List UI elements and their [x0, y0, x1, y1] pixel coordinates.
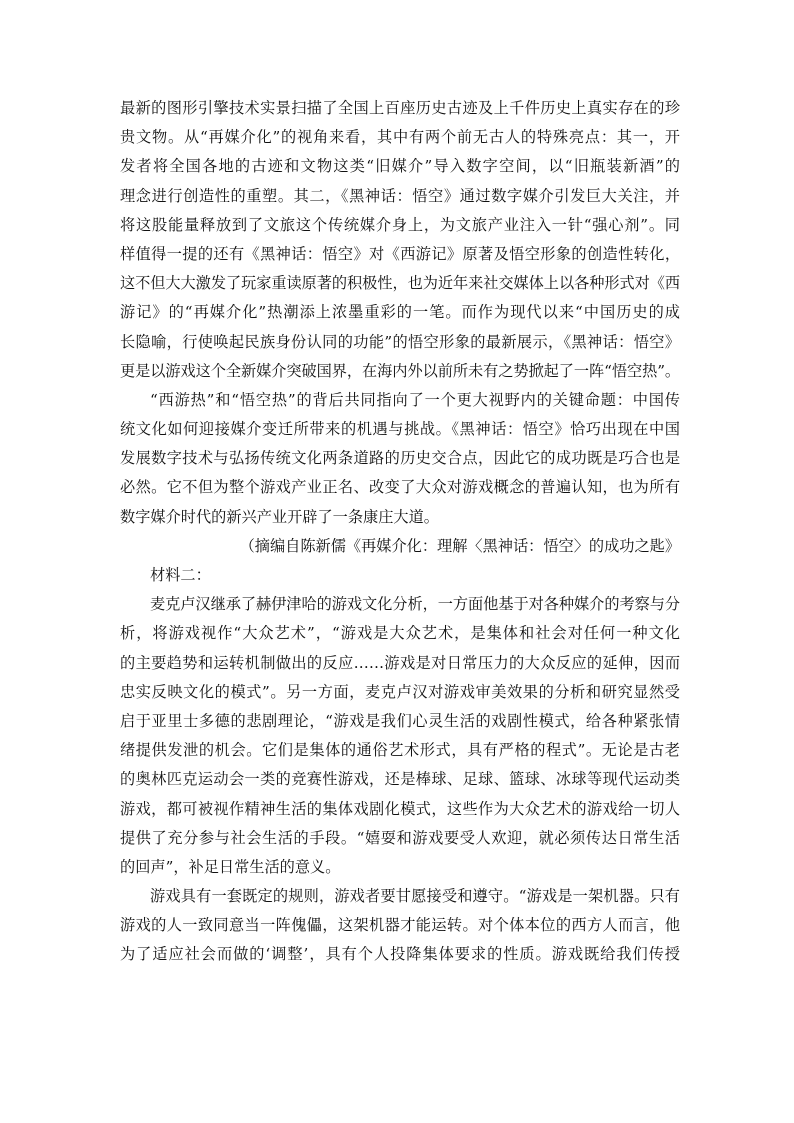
text-line: 样值得一提的还有《黑神话：悟空》对《西游记》原著及悟空形象的创造性转化， [120, 244, 680, 263]
source-caption: （摘编自陈新儒《再媒介化：理解〈黑神话：悟空〉的成功之匙》 [239, 536, 680, 555]
text-line: 游记》的“再媒介化”热潮添上浓墨重彩的一笔。而作为现代以来“中国历史的成 [120, 303, 680, 322]
text-line: 最新的图形引擎技术实景扫描了全国上百座历史古迹及上千件历史上真实存在的珍 [120, 99, 680, 117]
text-line: 的主要趋势和运转机制做出的反应……游戏是对日常压力的大众反应的延伸，因而 [120, 653, 680, 672]
text-line: 长隐喻，行使唤起民族身份认同的功能”的悟空形象的最新展示，《黑神话：悟空》 [120, 332, 680, 351]
text-line: 为了适应社会而做的‘调整’，具有个人投降集体要求的性质。游戏既给我们传授 [120, 945, 680, 964]
text-line: 的回声”，补足日常生活的意义。 [120, 857, 341, 876]
text-line: 统文化如何迎接媒介变迁所带来的机遇与挑战。《黑神话：悟空》恰巧出现在中国 [120, 420, 680, 439]
text-line: 理念进行创造性的重塑。其二，《黑神话：悟空》通过数字媒介引发巨大关注，并 [120, 186, 680, 205]
text-line: 忠实反映文化的模式”。另一方面，麦克卢汉对游戏审美效果的分析和研究显然受 [120, 682, 680, 701]
text-line: 贵文物。从“再媒介化”的视角来看，其中有两个前无古人的特殊亮点：其一，开 [120, 128, 680, 147]
text-line: 必然。它不但为整个游戏产业正名、改变了大众对游戏概念的普遍认知，也为所有 [120, 478, 680, 497]
text-line: 游戏的人一致同意当一阵傀儡，这架机器才能运转。对个体本位的西方人而言，他 [120, 916, 680, 935]
text-line: 数字媒介时代的新兴产业开辟了一条康庄大道。 [120, 507, 439, 526]
text-line: “西游热”和“悟空热”的背后共同指向了一个更大视野内的关键命题：中国传 [150, 390, 680, 409]
text-line: 游戏具有一套既定的规则，游戏者要甘愿接受和遵守。“游戏是一架机器。只有 [150, 887, 680, 906]
text-line: 麦克卢汉继承了赫伊津哈的游戏文化分析，一方面他基于对各种媒介的考察与分 [150, 595, 680, 614]
text-line: 绪提供发泄的机会。它们是集体的通俗艺术形式，具有严格的程式”。无论是古老 [120, 741, 680, 760]
text-line: 发者将全国各地的古迹和文物这类“旧媒介”导入数字空间，以“旧瓶装新酒”的 [120, 157, 680, 176]
text-line: 发展数字技术与弘扬传统文化两条道路的历史交合点，因此它的成功既是巧合也是 [120, 449, 680, 468]
text-line: 析，将游戏视作“大众艺术”，“游戏是大众艺术，是集体和社会对任何一种文化 [120, 624, 680, 643]
text-line: 提供了充分参与社会生活的手段。“嬉耍和游戏要受人欢迎，就必须传达日常生活 [120, 828, 680, 847]
text-line: 游戏，都可被视作精神生活的集体戏剧化模式，这些作为大众艺术的游戏给一切人 [120, 799, 680, 818]
text-line: 启于亚里士多德的悲剧理论，“游戏是我们心灵生活的戏剧性模式，给各种紧张情 [120, 711, 680, 730]
text-line: 将这股能量释放到了文旅这个传统媒介身上，为文旅产业注入一针“强心剂”。同 [120, 215, 680, 234]
text-line: 的奥林匹克运动会一类的竞赛性游戏，还是棒球、足球、篮球、冰球等现代运动类 [120, 770, 680, 789]
text-line: 这不但大大激发了玩家重读原著的积极性，也为近年来社交媒体上以各种形式对《西 [120, 274, 680, 293]
section-heading: 材料二： [150, 566, 211, 584]
document-body [120, 94, 680, 970]
text-line: 更是以游戏这个全新媒介突破国界，在海内外以前所未有之势掀起了一阵“悟空热”。 [120, 361, 680, 380]
